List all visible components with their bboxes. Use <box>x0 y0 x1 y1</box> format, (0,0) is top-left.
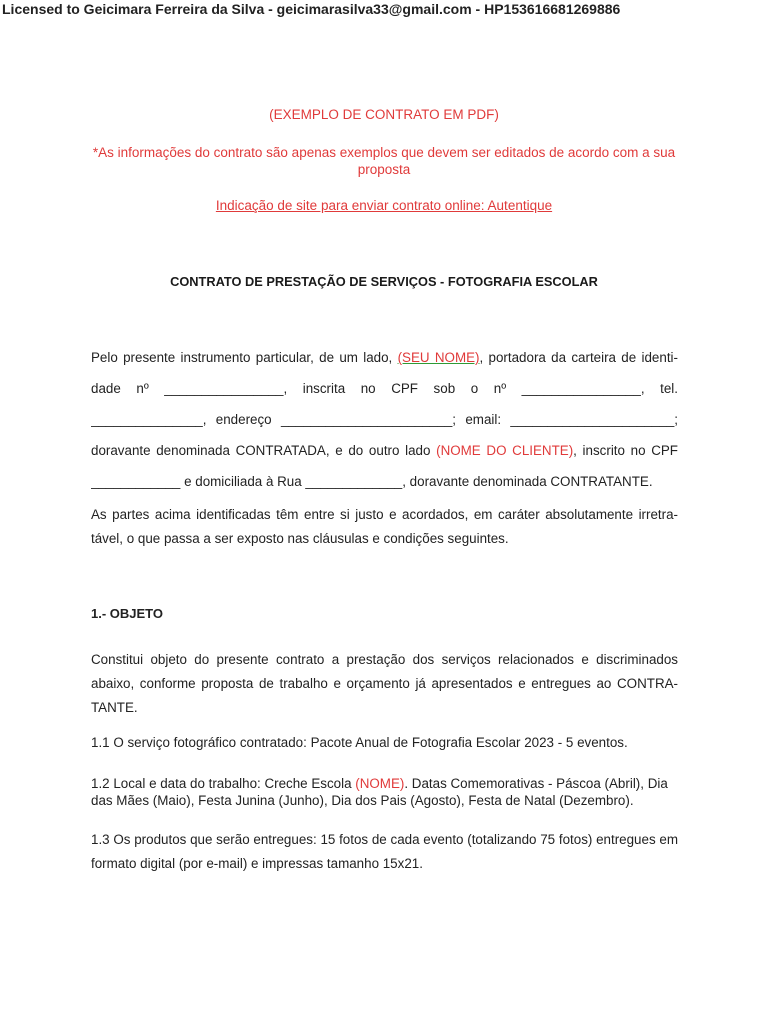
intro-line-4 <box>91 435 678 466</box>
intro-line-3: _______________, endereço _______________________; email: ______________________; <box>91 412 678 427</box>
item-1-3: 1.3 Os produtos que serão entregues: 15 fotos de cada evento (totalizando 75 fotos) entregues em formato digital (por e-mail) e impressas tamanho 15x21. <box>91 832 678 871</box>
section-1-body: Constitui objeto do presente contrato a prestação dos serviços relacionados e discriminados abaixo, conforme proposta de trabalho e orçamento já apresentados e entregues ao CONTRA-TANTE. <box>91 652 678 715</box>
autentique-link[interactable]: Indicação de site para enviar contrato online: Autentique <box>215 198 553 213</box>
item-1-2 <box>91 775 678 809</box>
intro-text: , portadora da carteira de identi- <box>479 350 678 365</box>
intro-text: , inscrito no CPF <box>573 443 678 458</box>
nome-placeholder: (NOME) <box>355 776 405 791</box>
intro-paragraph <box>91 342 678 497</box>
contract-title: CONTRATO DE PRESTAÇÃO DE SERVIÇOS - FOTOGRAFIA ESCOLAR <box>170 274 598 289</box>
seu-nome-placeholder: (SEU NOME) <box>397 350 480 365</box>
item-1-2-text: 1.2 Local e data do trabalho: Creche Escola <box>91 776 356 791</box>
section-1-heading: 1.- OBJETO <box>91 606 164 621</box>
license-watermark: Licensed to Geicimara Ferreira da Silva - geicimarasilva33@gmail.com - HP153616681269886 <box>2 1 621 17</box>
intro-text: Pelo presente instrumento particular, de um lado, <box>91 350 398 365</box>
example-notice: (EXEMPLO DE CONTRATO EM PDF) <box>269 107 499 122</box>
edit-disclaimer: *As informações do contrato são apenas exemplos que devem ser editados de acordo com a sua proposta <box>92 145 676 177</box>
intro-line-5: ____________ e domiciliada à Rua _____________, doravante denominada CONTRATANTE. <box>91 474 653 489</box>
intro-line-2: dade nº ________________, inscrita no CPF sob o nº ________________, tel. <box>91 381 678 396</box>
item-1-1: 1.1 O serviço fotográfico contratado: Pacote Anual de Fotografia Escolar 2023 - 5 eventos. <box>91 735 628 750</box>
autentique-link-wrap <box>80 197 688 214</box>
nome-cliente-placeholder: (NOME DO CLIENTE) <box>436 443 574 458</box>
intro-text: doravante denominada CONTRATADA, e do outro lado <box>91 443 437 458</box>
item-1-2-text: . Datas Comemorativas - Páscoa (Abril), Dia das Mães (Maio), Festa Junina (Junho), Dia dos Pais (Agosto), Festa de Natal (Dezembro). <box>91 776 668 808</box>
partes-paragraph: As partes acima identificadas têm entre si justo e acordados, em caráter absolutamente irretra-tável, o que passa a ser exposto nas cláusulas e condições seguintes. <box>91 507 678 546</box>
intro-line-1 <box>91 342 678 373</box>
